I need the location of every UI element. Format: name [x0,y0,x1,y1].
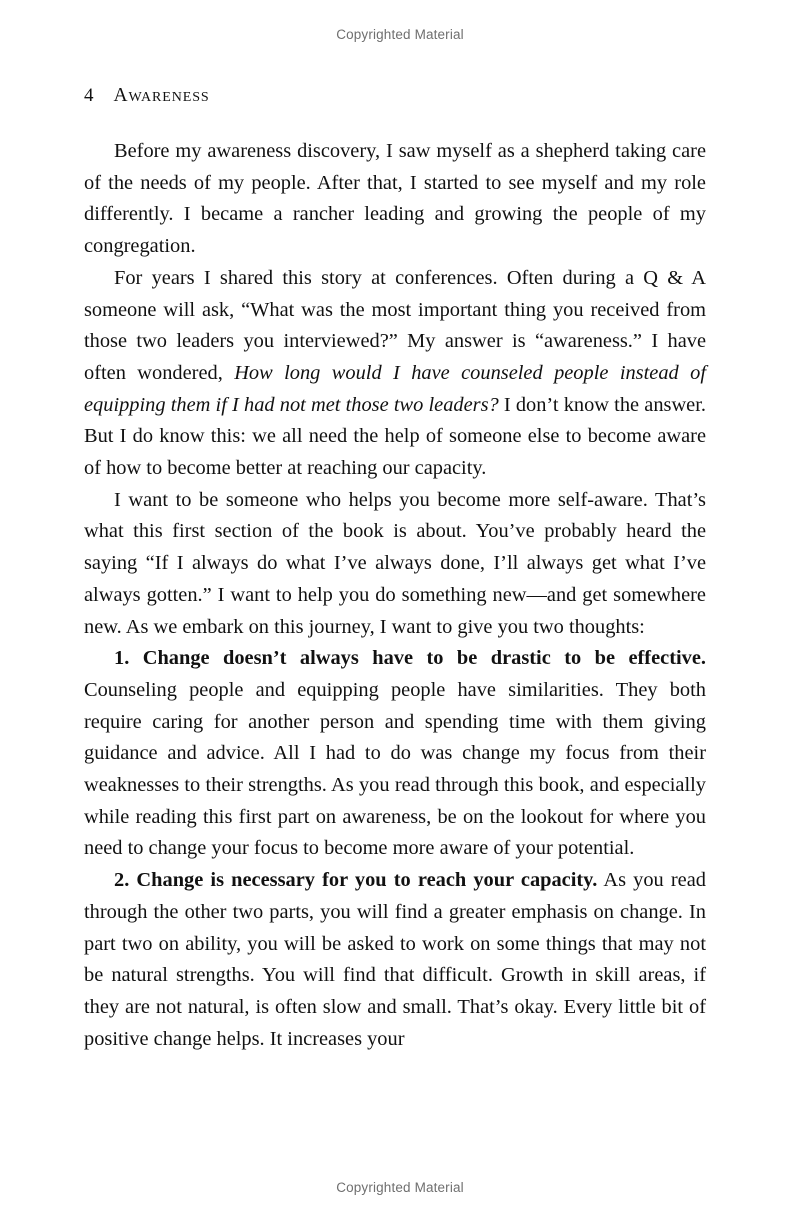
text-run: Before my awareness discovery, I saw myself as a shepherd taking care of the needs of my people. After that, I started to see myself and my role differently. I became a rancher leading and growing the people of my congregation. [84,140,706,258]
copyrighted-material-watermark-bottom: Copyrighted Material [336,1180,464,1195]
running-head [84,85,210,107]
text-run: As you read through the other two parts, you will find a greater emphasis on change. In part two on ability, you will be asked to work on some things that may not be natural strengths. You will find that difficult. Growth in skill areas, if they are not natural, is often slow and small. That’s okay. Every little bit of positive change helps. It increases your [84,869,706,1050]
italic-phrase: How long would I have counseled people instead of equipping them if I had not met those two leaders? [84,361,706,416]
copyrighted-material-watermark-top: Copyrighted Material [336,27,464,42]
text-run: I want to be someone who helps you become more self-aware. That’s what this first section of the book is about. You’ve probably heard the saying “If I always do what I’ve always done, I’ll always get what I’ve always gotten.” I want to help you do something new—and get somewhere new. As we embark on this journey, I want to give you two thoughts: [84,488,706,638]
text-run: For years I shared this story at conferences. Often during a Q & A someone will ask, “What was the most important thing you received from those two leaders you interviewed?” My answer is “awareness.” I have often wondered, [84,266,706,384]
paragraph [84,136,706,263]
bold-lead-in: 1. Change doesn’t always have to be drastic to be effective. [114,647,706,670]
body-text [84,136,706,1055]
paragraph [84,643,706,865]
text-run: Counseling people and equipping people have similarities. They both require caring for another person and spending time with them giving guidance and advice. All I had to do was change my focus from their weaknesses to their strengths. As you read through this book, and especially while reading this first part on awareness, be on the lookout for where you need to change your focus to become more aware of your potential. [84,678,706,860]
bold-lead-in: 2. Change is necessary for you to reach your capacity. [114,869,598,892]
page-number: 4 [84,85,94,106]
text-run: I don’t know the answer. But I do know this: we all need the help of someone else to become aware of how to become better at reaching our capacity. [84,393,706,480]
paragraph [84,263,706,485]
paragraph [84,865,706,1055]
chapter-title: Awareness [113,85,210,106]
paragraph [84,485,706,644]
